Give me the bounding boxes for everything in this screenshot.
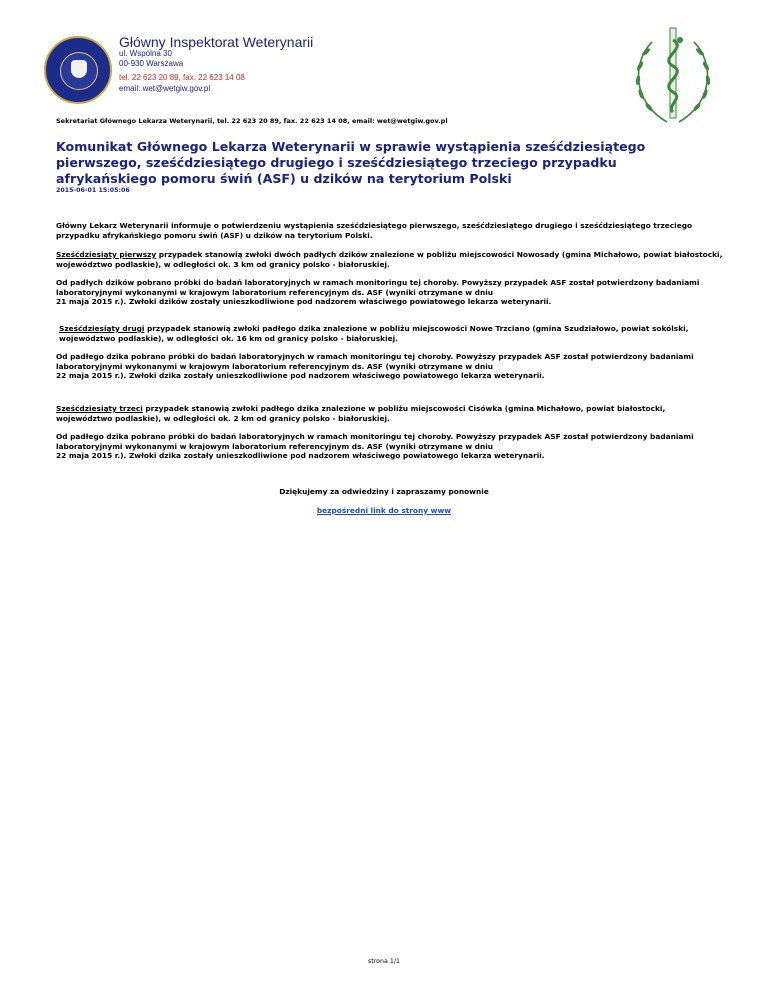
case3-label: Sześćdziesiąty trzeci [56,404,143,413]
direct-link-row [0,506,768,515]
case3-lab-paragraph [56,432,724,461]
org-name: Główny Inspektorat Weterynarii [119,34,314,50]
case1-text: przypadek stanowią zwłoki dwóch padłych dzików znalezione w pobliżu miejscowości Nowosady (gmina Michałowo, powiat białostocki, województwo podlaskie), w odległości ok. 3 km od granicy polsko - białoruskiej. [56,250,723,269]
org-phone: tel. 22 623 20 89, fax. 22 623 14 08 [119,73,245,82]
case3-lab-text: Od padłego dzika pobrano próbki do badań laboratoryjnych w ramach monitoringu tej choroby. Powyższy przypadek ASF został potwierdzony badaniami laboratoryjnymi wykonanymi w krajowym laboratorium referencyjnym ds. ASF (wyniki otrzymane w dniu [56,432,694,451]
case1-label: Sześćdziesiąty pierwszy [56,250,157,259]
case2-paragraph [59,324,727,343]
case1-lab-text-2: 21 maja 2015 r.). Zwłoki dzików zostały unieszkodliwione pod nadzorem właściwego powiatowego lekarza weterynarii. [56,297,552,307]
org-street: ul. Wspólna 30 [119,49,172,58]
case2-lab-text-2: 22 maja 2015 r.). Zwłoki dzika zostały unieszkodliwione pod nadzorem właściwego powiatowego lekarza weterynarii. [56,371,545,381]
page-title: Komunikat Głównego Lekarza Weterynarii w sprawie wystąpienia sześćdziesiątego pierwszego, sześćdziesiątego drugiego i sześćdziesiątego trzeciego przypadku afrykańskiego pomoru świń (ASF) u dzików na terytorium Polski [56,139,646,186]
case3-text: przypadek stanowią zwłoki padłego dzika znalezione w pobliżu miejscowości Cisówka (gmina Michałowo, powiat białostocki, województwo podlaskie), w odległości ok. 2 km od granicy polsko - białoruskiej. [56,404,666,423]
publish-date: 2015-06-01 15:05:06 [56,187,130,194]
thanks-text: Dziękujemy za odwiedziny i zapraszamy ponownie [279,487,489,496]
case2-lab-text: Od padłego dzika pobrano próbki do badań laboratoryjnych w ramach monitoringu tej choroby. Powyższy przypadek ASF został potwierdzony badaniami laboratoryjnymi wykonanymi w krajowym laboratorium referencyjnym ds. ASF (wyniki otrzymane w dniu [56,352,694,371]
case1-paragraph [56,250,724,269]
case3-paragraph [56,404,724,423]
caduceus-laurel-icon [622,22,724,132]
org-postcode: 00-930 Warszawa [119,59,184,68]
eagle-seal-icon [44,36,112,104]
case1-lab-paragraph [56,278,724,307]
case3-lab-text-2: 22 maja 2015 r.). Zwłoki dzika zostały unieszkodliwione pod nadzorem właściwego powiatowego lekarza weterynarii. [56,451,545,461]
direct-link[interactable]: bezpośredni link do strony www [316,506,452,515]
case1-lab-text: Od padłych dzików pobrano próbki do badań laboratoryjnych w ramach monitoringu tej choroby. Powyższy przypadek ASF został potwierdzony badaniami laboratoryjnymi wykonanymi w krajowym laboratorium referencyjnym ds. ASF (wyniki otrzymane w dniu [56,278,700,297]
secretariat-line: Sekretariat Głównego Lekarza Weterynarii, tel. 22 623 20 89, fax. 22 623 14 08, email: wet@wetgiw.gov.pl [56,117,448,125]
case2-text: przypadek stanowią zwłoki padłego dzika znalezione w pobliżu miejscowości Nowe Trzciano (gmina Szudziałowo, powiat sokólski, województwo podlaskie), w odległości ok. 16 km od granicy polsko - białoruskiej. [59,324,689,343]
case2-label: Sześćdziesiąty drugi [59,324,145,333]
intro-paragraph: Główny Lekarz Weterynarii informuje o potwierdzeniu wystąpienia sześćdziesiątego pierwszego, sześćdziesiątego drugiego i sześćdziesiątego trzeciego przypadku afrykańskiego pomoru świń (ASF) u dzików na terytorium Polski. [56,221,693,240]
case2-lab-paragraph [56,352,724,381]
org-email: email: wet@wetgiw.gov.pl [119,84,211,93]
page-number: strona 1/1 [367,958,401,965]
